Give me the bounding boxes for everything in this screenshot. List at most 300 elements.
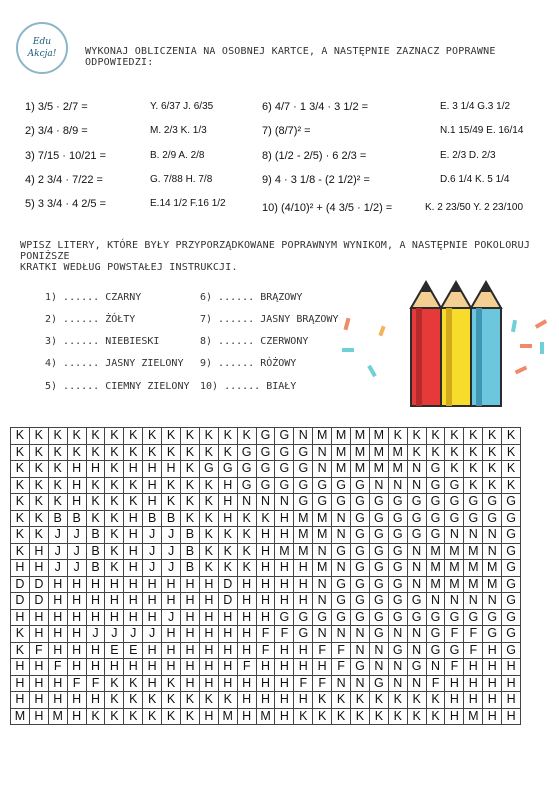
grid-cell[interactable]: M <box>256 708 275 725</box>
grid-cell[interactable]: H <box>143 659 162 676</box>
grid-cell[interactable]: K <box>483 428 502 445</box>
grid-cell[interactable]: M <box>464 708 483 725</box>
grid-cell[interactable]: F <box>332 642 351 659</box>
grid-cell[interactable]: K <box>199 494 218 511</box>
grid-cell[interactable]: H <box>199 642 218 659</box>
grid-cell[interactable]: H <box>48 593 67 610</box>
grid-cell[interactable]: N <box>445 593 464 610</box>
grid-cell[interactable]: G <box>351 477 370 494</box>
grid-cell[interactable]: G <box>294 461 313 478</box>
grid-cell[interactable]: H <box>275 708 294 725</box>
grid-cell[interactable]: H <box>143 675 162 692</box>
grid-cell[interactable]: H <box>294 692 313 709</box>
grid-cell[interactable]: N <box>426 593 445 610</box>
grid-cell[interactable]: G <box>502 593 521 610</box>
grid-cell[interactable]: G <box>256 477 275 494</box>
grid-cell[interactable]: N <box>313 444 332 461</box>
grid-cell[interactable]: K <box>124 477 143 494</box>
grid-cell[interactable]: H <box>48 626 67 643</box>
grid-cell[interactable]: K <box>445 428 464 445</box>
grid-cell[interactable]: G <box>502 609 521 626</box>
grid-cell[interactable]: K <box>162 675 181 692</box>
grid-cell[interactable]: K <box>181 428 200 445</box>
grid-cell[interactable]: K <box>199 477 218 494</box>
grid-cell[interactable]: G <box>426 510 445 527</box>
grid-cell[interactable]: N <box>407 543 426 560</box>
grid-cell[interactable]: F <box>464 626 483 643</box>
grid-cell[interactable]: F <box>464 642 483 659</box>
grid-cell[interactable]: M <box>313 560 332 577</box>
grid-cell[interactable]: J <box>162 609 181 626</box>
grid-cell[interactable]: N <box>332 675 351 692</box>
grid-cell[interactable]: H <box>218 510 237 527</box>
grid-cell[interactable]: G <box>502 510 521 527</box>
grid-cell[interactable]: N <box>407 560 426 577</box>
grid-cell[interactable]: G <box>407 494 426 511</box>
grid-cell[interactable]: B <box>86 543 105 560</box>
grid-cell[interactable]: H <box>162 642 181 659</box>
grid-cell[interactable]: G <box>502 543 521 560</box>
grid-cell[interactable]: N <box>313 576 332 593</box>
grid-cell[interactable]: H <box>105 576 124 593</box>
grid-cell[interactable]: K <box>294 708 313 725</box>
grid-cell[interactable]: H <box>67 461 86 478</box>
grid-cell[interactable]: G <box>237 461 256 478</box>
grid-cell[interactable]: G <box>256 444 275 461</box>
grid-cell[interactable]: G <box>294 444 313 461</box>
grid-cell[interactable]: H <box>48 576 67 593</box>
grid-cell[interactable]: K <box>162 428 181 445</box>
grid-cell[interactable]: K <box>313 708 332 725</box>
grid-cell[interactable]: G <box>332 576 351 593</box>
grid-cell[interactable]: M <box>313 510 332 527</box>
grid-cell[interactable]: D <box>29 576 48 593</box>
grid-cell[interactable]: K <box>105 675 124 692</box>
grid-cell[interactable]: H <box>275 510 294 527</box>
grid-cell[interactable]: F <box>237 659 256 676</box>
grid-cell[interactable]: K <box>464 444 483 461</box>
grid-cell[interactable]: G <box>502 560 521 577</box>
grid-cell[interactable]: H <box>445 675 464 692</box>
grid-cell[interactable]: M <box>294 527 313 544</box>
grid-cell[interactable]: H <box>11 609 30 626</box>
grid-cell[interactable]: N <box>464 593 483 610</box>
grid-cell[interactable]: H <box>256 659 275 676</box>
grid-cell[interactable]: H <box>124 543 143 560</box>
grid-cell[interactable]: H <box>256 609 275 626</box>
grid-cell[interactable]: J <box>48 560 67 577</box>
grid-cell[interactable]: D <box>218 593 237 610</box>
grid-cell[interactable]: K <box>124 708 143 725</box>
grid-cell[interactable]: G <box>256 461 275 478</box>
grid-cell[interactable]: H <box>181 626 200 643</box>
grid-cell[interactable]: M <box>275 543 294 560</box>
grid-cell[interactable]: K <box>483 444 502 461</box>
grid-cell[interactable]: H <box>275 593 294 610</box>
grid-cell[interactable]: M <box>426 576 445 593</box>
grid-cell[interactable]: M <box>483 576 502 593</box>
grid-cell[interactable]: J <box>143 527 162 544</box>
grid-cell[interactable]: G <box>407 593 426 610</box>
grid-cell[interactable]: H <box>237 642 256 659</box>
grid-cell[interactable]: H <box>86 576 105 593</box>
grid-cell[interactable]: M <box>332 428 351 445</box>
grid-cell[interactable]: G <box>369 510 388 527</box>
grid-cell[interactable]: H <box>124 609 143 626</box>
grid-cell[interactable]: G <box>275 461 294 478</box>
grid-cell[interactable]: H <box>181 593 200 610</box>
grid-cell[interactable]: H <box>275 642 294 659</box>
grid-cell[interactable]: H <box>29 560 48 577</box>
grid-cell[interactable]: N <box>275 494 294 511</box>
grid-cell[interactable]: F <box>313 642 332 659</box>
grid-cell[interactable]: M <box>313 428 332 445</box>
grid-cell[interactable]: K <box>105 708 124 725</box>
grid-cell[interactable]: G <box>407 527 426 544</box>
grid-cell[interactable]: H <box>199 576 218 593</box>
grid-cell[interactable]: K <box>105 444 124 461</box>
grid-cell[interactable]: J <box>48 543 67 560</box>
grid-cell[interactable]: K <box>199 543 218 560</box>
grid-cell[interactable]: G <box>332 477 351 494</box>
grid-cell[interactable]: H <box>199 675 218 692</box>
grid-cell[interactable]: K <box>332 708 351 725</box>
grid-cell[interactable]: N <box>313 461 332 478</box>
grid-cell[interactable]: D <box>11 576 30 593</box>
grid-cell[interactable]: H <box>218 659 237 676</box>
grid-cell[interactable]: G <box>502 494 521 511</box>
grid-cell[interactable]: K <box>407 708 426 725</box>
grid-cell[interactable]: H <box>143 494 162 511</box>
grid-cell[interactable]: K <box>218 527 237 544</box>
grid-cell[interactable]: G <box>502 576 521 593</box>
grid-cell[interactable]: M <box>445 560 464 577</box>
grid-cell[interactable]: N <box>388 477 407 494</box>
grid-cell[interactable]: K <box>105 428 124 445</box>
grid-cell[interactable]: M <box>351 461 370 478</box>
grid-cell[interactable]: H <box>29 659 48 676</box>
grid-cell[interactable]: H <box>67 477 86 494</box>
grid-cell[interactable]: H <box>105 659 124 676</box>
grid-cell[interactable]: G <box>407 510 426 527</box>
grid-cell[interactable]: K <box>502 461 521 478</box>
grid-cell[interactable]: D <box>11 593 30 610</box>
grid-cell[interactable]: F <box>256 642 275 659</box>
grid-cell[interactable]: H <box>181 576 200 593</box>
grid-cell[interactable]: H <box>105 593 124 610</box>
grid-cell[interactable]: K <box>143 692 162 709</box>
grid-cell[interactable]: K <box>483 477 502 494</box>
grid-cell[interactable]: G <box>426 477 445 494</box>
grid-cell[interactable]: K <box>426 708 445 725</box>
grid-cell[interactable]: H <box>256 675 275 692</box>
grid-cell[interactable]: M <box>332 461 351 478</box>
grid-cell[interactable]: M <box>332 444 351 461</box>
grid-cell[interactable]: G <box>426 494 445 511</box>
grid-cell[interactable]: K <box>407 444 426 461</box>
grid-cell[interactable]: K <box>199 527 218 544</box>
grid-cell[interactable]: F <box>445 659 464 676</box>
grid-cell[interactable]: K <box>181 708 200 725</box>
grid-cell[interactable]: G <box>351 576 370 593</box>
grid-cell[interactable]: N <box>237 494 256 511</box>
grid-cell[interactable]: N <box>332 560 351 577</box>
grid-cell[interactable]: G <box>483 510 502 527</box>
grid-cell[interactable]: K <box>86 510 105 527</box>
grid-cell[interactable]: K <box>464 477 483 494</box>
grid-cell[interactable]: H <box>218 675 237 692</box>
grid-cell[interactable]: K <box>29 494 48 511</box>
grid-cell[interactable]: G <box>218 461 237 478</box>
grid-cell[interactable]: N <box>445 527 464 544</box>
grid-cell[interactable]: K <box>11 626 30 643</box>
grid-cell[interactable]: H <box>294 593 313 610</box>
grid-cell[interactable]: M <box>351 444 370 461</box>
grid-cell[interactable]: M <box>464 543 483 560</box>
grid-cell[interactable]: G <box>275 444 294 461</box>
grid-cell[interactable]: K <box>426 444 445 461</box>
grid-cell[interactable]: G <box>256 428 275 445</box>
grid-cell[interactable]: H <box>124 576 143 593</box>
grid-cell[interactable]: K <box>105 543 124 560</box>
grid-cell[interactable]: H <box>275 659 294 676</box>
grid-cell[interactable]: H <box>483 659 502 676</box>
grid-cell[interactable]: J <box>86 626 105 643</box>
grid-cell[interactable]: K <box>237 560 256 577</box>
grid-cell[interactable]: F <box>445 626 464 643</box>
grid-cell[interactable]: N <box>426 659 445 676</box>
grid-cell[interactable]: G <box>407 609 426 626</box>
grid-cell[interactable]: H <box>143 576 162 593</box>
grid-cell[interactable]: K <box>143 428 162 445</box>
grid-cell[interactable]: H <box>313 659 332 676</box>
grid-cell[interactable]: G <box>351 510 370 527</box>
grid-cell[interactable]: F <box>275 626 294 643</box>
grid-cell[interactable]: M <box>369 461 388 478</box>
grid-cell[interactable]: B <box>181 560 200 577</box>
grid-cell[interactable]: H <box>483 708 502 725</box>
grid-cell[interactable]: H <box>483 642 502 659</box>
grid-cell[interactable]: K <box>218 428 237 445</box>
grid-cell[interactable]: H <box>48 642 67 659</box>
grid-cell[interactable]: K <box>124 692 143 709</box>
grid-cell[interactable]: H <box>143 609 162 626</box>
grid-cell[interactable]: H <box>67 659 86 676</box>
grid-cell[interactable]: N <box>407 477 426 494</box>
grid-cell[interactable]: B <box>162 510 181 527</box>
grid-cell[interactable]: N <box>351 675 370 692</box>
grid-cell[interactable]: H <box>218 609 237 626</box>
grid-cell[interactable]: K <box>105 461 124 478</box>
grid-cell[interactable]: G <box>388 510 407 527</box>
grid-cell[interactable]: K <box>426 428 445 445</box>
grid-cell[interactable]: K <box>181 494 200 511</box>
grid-cell[interactable]: H <box>124 593 143 610</box>
grid-cell[interactable]: N <box>407 461 426 478</box>
grid-cell[interactable]: G <box>464 510 483 527</box>
grid-cell[interactable]: M <box>464 576 483 593</box>
grid-cell[interactable]: H <box>294 560 313 577</box>
grid-cell[interactable]: K <box>199 560 218 577</box>
grid-cell[interactable]: M <box>369 444 388 461</box>
grid-cell[interactable]: H <box>105 609 124 626</box>
grid-cell[interactable]: H <box>256 593 275 610</box>
grid-cell[interactable]: G <box>332 609 351 626</box>
grid-cell[interactable]: J <box>162 543 181 560</box>
grid-cell[interactable]: D <box>218 576 237 593</box>
grid-cell[interactable]: M <box>426 560 445 577</box>
grid-cell[interactable]: G <box>275 477 294 494</box>
grid-cell[interactable]: N <box>483 543 502 560</box>
grid-cell[interactable]: H <box>464 692 483 709</box>
grid-cell[interactable]: J <box>67 543 86 560</box>
grid-cell[interactable]: K <box>124 428 143 445</box>
grid-cell[interactable]: H <box>483 675 502 692</box>
grid-cell[interactable]: G <box>445 494 464 511</box>
grid-cell[interactable]: G <box>483 494 502 511</box>
grid-cell[interactable]: K <box>218 560 237 577</box>
grid-cell[interactable]: K <box>199 692 218 709</box>
grid-cell[interactable]: G <box>351 527 370 544</box>
grid-cell[interactable]: K <box>11 477 30 494</box>
grid-cell[interactable]: G <box>426 642 445 659</box>
grid-cell[interactable]: H <box>483 692 502 709</box>
grid-cell[interactable]: G <box>388 609 407 626</box>
grid-cell[interactable]: K <box>237 527 256 544</box>
grid-cell[interactable]: G <box>445 477 464 494</box>
grid-cell[interactable]: F <box>48 659 67 676</box>
grid-cell[interactable]: G <box>388 593 407 610</box>
grid-cell[interactable]: G <box>351 609 370 626</box>
grid-cell[interactable]: K <box>86 444 105 461</box>
grid-cell[interactable]: N <box>294 428 313 445</box>
grid-cell[interactable]: N <box>369 642 388 659</box>
grid-cell[interactable]: K <box>351 708 370 725</box>
grid-cell[interactable]: G <box>351 659 370 676</box>
grid-cell[interactable]: H <box>275 692 294 709</box>
grid-cell[interactable]: K <box>48 461 67 478</box>
grid-cell[interactable]: K <box>218 692 237 709</box>
grid-cell[interactable]: M <box>351 428 370 445</box>
grid-cell[interactable]: F <box>332 659 351 676</box>
grid-cell[interactable]: H <box>86 461 105 478</box>
grid-cell[interactable]: K <box>67 444 86 461</box>
grid-cell[interactable]: K <box>237 543 256 560</box>
grid-cell[interactable]: N <box>407 642 426 659</box>
grid-cell[interactable]: K <box>48 428 67 445</box>
grid-cell[interactable]: H <box>502 659 521 676</box>
grid-cell[interactable]: G <box>369 527 388 544</box>
grid-cell[interactable]: H <box>237 626 256 643</box>
grid-cell[interactable]: K <box>388 428 407 445</box>
grid-cell[interactable]: G <box>275 609 294 626</box>
grid-cell[interactable]: K <box>162 708 181 725</box>
grid-cell[interactable]: G <box>351 593 370 610</box>
grid-cell[interactable]: J <box>162 560 181 577</box>
grid-cell[interactable]: H <box>48 609 67 626</box>
grid-cell[interactable]: G <box>464 494 483 511</box>
grid-cell[interactable]: N <box>369 659 388 676</box>
grid-cell[interactable]: H <box>199 626 218 643</box>
grid-cell[interactable]: K <box>388 708 407 725</box>
grid-cell[interactable]: J <box>143 543 162 560</box>
grid-cell[interactable]: G <box>294 494 313 511</box>
grid-cell[interactable]: N <box>313 543 332 560</box>
grid-cell[interactable]: H <box>256 543 275 560</box>
grid-cell[interactable]: M <box>388 444 407 461</box>
grid-cell[interactable]: M <box>369 428 388 445</box>
grid-cell[interactable]: M <box>313 527 332 544</box>
grid-cell[interactable]: N <box>369 477 388 494</box>
grid-cell[interactable]: K <box>48 477 67 494</box>
grid-cell[interactable]: M <box>294 510 313 527</box>
grid-cell[interactable]: G <box>369 576 388 593</box>
grid-cell[interactable]: H <box>502 675 521 692</box>
grid-cell[interactable]: H <box>275 560 294 577</box>
grid-cell[interactable]: H <box>124 560 143 577</box>
grid-cell[interactable]: K <box>162 692 181 709</box>
grid-cell[interactable]: G <box>388 642 407 659</box>
grid-cell[interactable]: H <box>86 642 105 659</box>
grid-cell[interactable]: J <box>124 626 143 643</box>
grid-cell[interactable]: H <box>199 708 218 725</box>
grid-cell[interactable]: H <box>294 659 313 676</box>
grid-cell[interactable]: K <box>162 444 181 461</box>
grid-cell[interactable]: H <box>124 510 143 527</box>
grid-cell[interactable]: H <box>11 659 30 676</box>
grid-cell[interactable]: H <box>445 692 464 709</box>
grid-cell[interactable]: H <box>181 642 200 659</box>
grid-cell[interactable]: H <box>124 659 143 676</box>
grid-cell[interactable]: M <box>426 543 445 560</box>
grid-cell[interactable]: G <box>426 626 445 643</box>
grid-cell[interactable]: K <box>162 477 181 494</box>
grid-cell[interactable]: H <box>67 593 86 610</box>
grid-cell[interactable]: G <box>351 560 370 577</box>
grid-cell[interactable]: G <box>369 593 388 610</box>
grid-cell[interactable]: G <box>445 642 464 659</box>
grid-cell[interactable]: F <box>29 642 48 659</box>
grid-cell[interactable]: M <box>483 560 502 577</box>
grid-cell[interactable]: K <box>332 692 351 709</box>
grid-cell[interactable]: G <box>388 543 407 560</box>
grid-cell[interactable]: G <box>294 477 313 494</box>
grid-cell[interactable]: H <box>294 576 313 593</box>
grid-cell[interactable]: F <box>86 675 105 692</box>
grid-cell[interactable]: K <box>445 461 464 478</box>
grid-cell[interactable]: H <box>237 609 256 626</box>
grid-cell[interactable]: H <box>294 642 313 659</box>
grid-cell[interactable]: K <box>124 675 143 692</box>
grid-cell[interactable]: B <box>86 527 105 544</box>
grid-cell[interactable]: G <box>313 494 332 511</box>
grid-cell[interactable]: G <box>369 560 388 577</box>
grid-cell[interactable]: K <box>502 477 521 494</box>
grid-cell[interactable]: G <box>388 527 407 544</box>
grid-cell[interactable]: H <box>67 494 86 511</box>
grid-cell[interactable]: G <box>502 642 521 659</box>
grid-cell[interactable]: H <box>29 675 48 692</box>
grid-cell[interactable]: H <box>199 593 218 610</box>
grid-cell[interactable]: H <box>143 642 162 659</box>
grid-cell[interactable]: B <box>86 560 105 577</box>
grid-cell[interactable]: D <box>29 593 48 610</box>
grid-cell[interactable]: M <box>48 708 67 725</box>
grid-cell[interactable]: N <box>256 494 275 511</box>
grid-cell[interactable]: J <box>105 626 124 643</box>
grid-cell[interactable]: H <box>67 642 86 659</box>
grid-cell[interactable]: K <box>181 510 200 527</box>
